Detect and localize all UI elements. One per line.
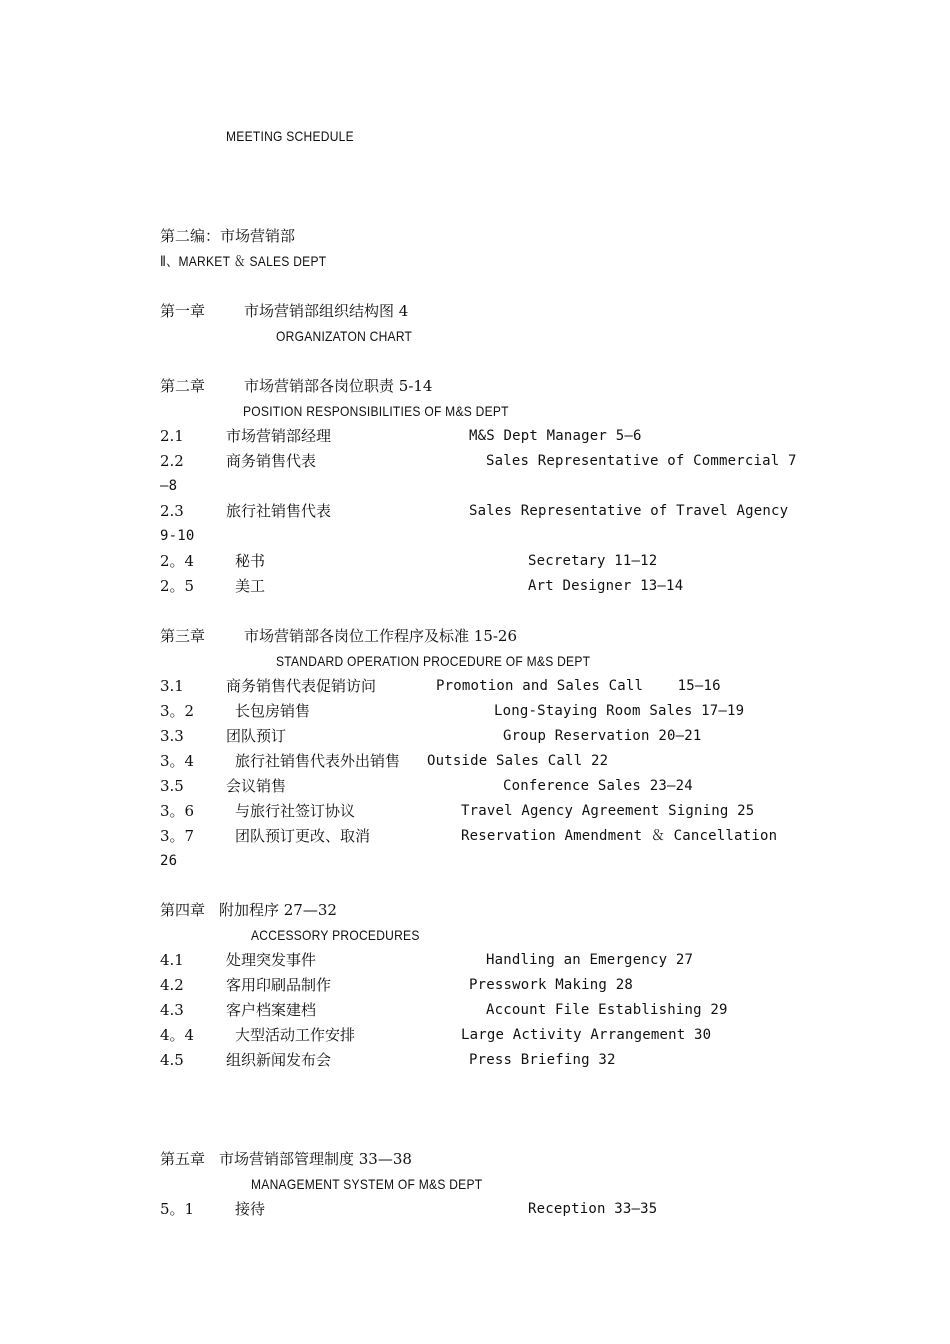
toc-title-cn: 美工: [235, 577, 266, 595]
toc-title-en: Reception 33—35: [528, 1201, 658, 1217]
toc-title-cn: 接待: [235, 1200, 266, 1218]
toc-number: 2.1: [160, 427, 184, 445]
toc-title-en: Press Briefing 32: [469, 1052, 616, 1068]
toc-title-en: Secretary 11—12: [528, 553, 658, 569]
toc-title-en: Sales Representative of Commercial 7: [486, 453, 797, 469]
toc-page-continuation: —8: [160, 478, 178, 494]
toc-title-cn: 旅行社销售代表: [226, 502, 332, 520]
toc-number: 2.2: [160, 452, 184, 470]
toc-title-en: Conference Sales 23—24: [503, 778, 693, 794]
toc-page-continuation: 26: [160, 853, 178, 869]
toc-title-cn: 旅行社销售代表外出销售: [235, 752, 401, 770]
toc-title-cn: 客用印刷品制作: [226, 976, 332, 994]
chapter-5-subtitle: MANAGEMENT SYSTEM OF M&S DEPT: [251, 1176, 483, 1192]
toc-number: 3.5: [160, 777, 184, 795]
toc-title-en: Account File Establishing 29: [486, 1002, 728, 1018]
toc-title-cn: 与旅行社签订协议: [235, 802, 356, 820]
chapter-1-head: 第一章: [160, 302, 206, 320]
toc-number: 3。6: [160, 802, 195, 820]
toc-number: 5。1: [160, 1200, 195, 1218]
toc-title-en: Art Designer 13—14: [528, 578, 684, 594]
toc-number: 4.5: [160, 1051, 184, 1069]
toc-number: 4.2: [160, 976, 184, 994]
toc-number: 3.3: [160, 727, 184, 745]
chapter-3-head: 第三章: [160, 627, 206, 645]
toc-title-cn: 团队预订更改、取消: [235, 827, 371, 845]
toc-title-en: Large Activity Arrangement 30: [461, 1027, 712, 1043]
chapter-4-head: 第四章: [160, 901, 206, 919]
toc-title-en: Promotion and Sales Call 15—16: [436, 678, 721, 694]
toc-number: 2。4: [160, 552, 195, 570]
toc-title-cn: 秘书: [235, 552, 266, 570]
toc-title-cn: 商务销售代表: [226, 452, 317, 470]
toc-title-en: Travel Agency Agreement Signing 25: [461, 803, 755, 819]
toc-title-cn: 团队预订: [226, 727, 287, 745]
toc-number: 4。4: [160, 1026, 195, 1044]
toc-number: 4.1: [160, 951, 184, 969]
toc-title-cn: 商务销售代表促销访问: [226, 677, 377, 695]
chapter-5-head: 第五章: [160, 1150, 206, 1168]
toc-number: 3.1: [160, 677, 184, 695]
toc-number: 4.3: [160, 1001, 184, 1019]
toc-title-en: Handling an Emergency 27: [486, 952, 694, 968]
toc-number: 2.3: [160, 502, 184, 520]
toc-title-cn: 长包房销售: [235, 702, 311, 720]
toc-title-en: Sales Representative of Travel Agency: [469, 503, 789, 519]
chapter-3-title: 市场营销部各岗位工作程序及标准 15-26: [244, 627, 518, 645]
toc-title-cn: 市场营销部经理: [226, 427, 332, 445]
toc-title-cn: 处理突发事件: [226, 951, 317, 969]
toc-number: 3。7: [160, 827, 195, 845]
chapter-5-title: 市场营销部管理制度 33—38: [219, 1150, 412, 1168]
toc-title-en: Reservation Amendment ＆ Cancellation: [461, 828, 778, 844]
chapter-2-title: 市场营销部各岗位职责 5-14: [244, 377, 433, 395]
part-title-en: Ⅱ、MARKET ＆ SALES DEPT: [160, 253, 327, 269]
toc-title-en: Presswork Making 28: [469, 977, 633, 993]
toc-title-en: Group Reservation 20—21: [503, 728, 702, 744]
chapter-2-head: 第二章: [160, 377, 206, 395]
toc-title-en: M&S Dept Manager 5—6: [469, 428, 642, 444]
toc-number: 3。2: [160, 702, 195, 720]
chapter-3-subtitle: STANDARD OPERATION PROCEDURE OF M&S DEPT: [276, 653, 591, 669]
meeting-schedule-heading: MEETING SCHEDULE: [226, 128, 354, 144]
part-title-cn: 第二编：市场营销部: [160, 227, 296, 245]
toc-title-cn: 组织新闻发布会: [226, 1051, 332, 1069]
chapter-4-title: 附加程序 27—32: [219, 901, 337, 919]
toc-number: 3。4: [160, 752, 195, 770]
toc-title-en: Outside Sales Call 22: [427, 753, 609, 769]
toc-title-cn: 会议销售: [226, 777, 287, 795]
toc-page-continuation: 9-10: [160, 528, 195, 544]
chapter-1-subtitle: ORGANIZATON CHART: [276, 328, 413, 344]
toc-title-cn: 客户档案建档: [226, 1001, 317, 1019]
chapter-2-subtitle: POSITION RESPONSIBILITIES OF M&S DEPT: [243, 403, 509, 419]
toc-title-en: Long-Staying Room Sales 17—19: [494, 703, 745, 719]
chapter-1-title: 市场营销部组织结构图 4: [244, 302, 409, 320]
toc-number: 2。5: [160, 577, 195, 595]
toc-title-cn: 大型活动工作安排: [235, 1026, 356, 1044]
chapter-4-subtitle: ACCESSORY PROCEDURES: [251, 927, 420, 943]
